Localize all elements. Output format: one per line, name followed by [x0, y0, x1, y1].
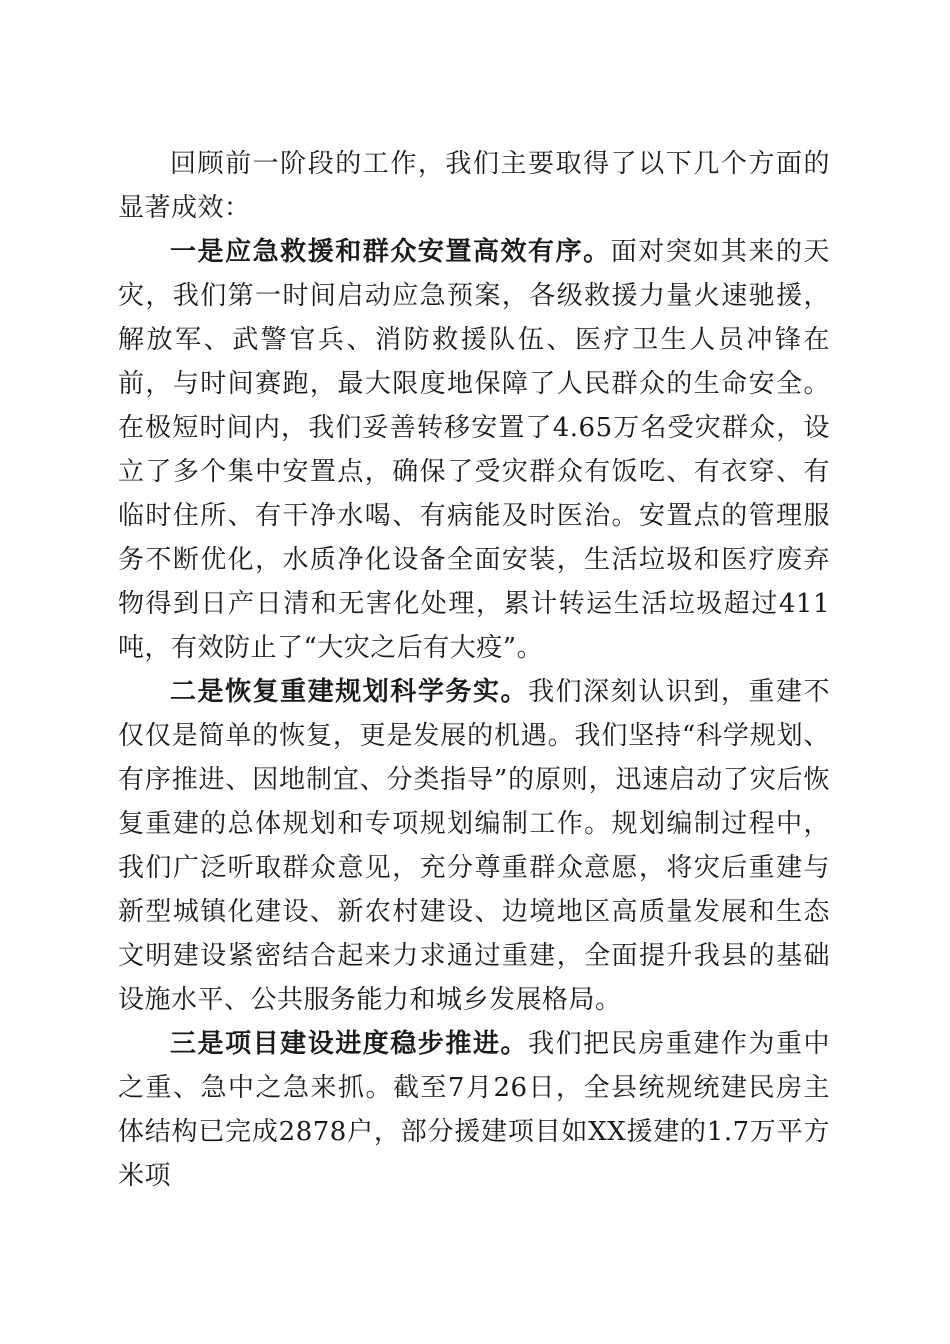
document-body: [118, 142, 830, 1198]
paragraph-body: 面对突如其来的天灾，我们第一时间启动应急预案，各级救援力量火速驰援，解放军、武警官兵、消防救援队伍、医疗卫生人员冲锋在前，与时间赛跑，最大限度地保障了人民群众的生命安全。在极短时间内，我们妥善转移安置了4.65万名受灾群众，设立了多个集中安置点，确保了受灾群众有饭吃、有衣穿、有临时住所、有干净水喝、有病能及时医治。安置点的管理服务不断优化，水质净化设备全面安装，生活垃圾和医疗废弃物得到日产日清和无害化处理，累计转运生活垃圾超过411吨，有效防止了“大灾之后有大疫”。: [118, 237, 830, 663]
paragraph-lead: 二是恢复重建规划科学务实。: [170, 677, 529, 707]
paragraph-lead: 一是应急救援和群众安置高效有序。: [170, 237, 611, 267]
paragraph-reconstruction-planning: [118, 670, 830, 1022]
paragraph-lead: 三是项目建设进度稳步推进。: [170, 1029, 529, 1059]
paragraph-emergency-rescue: [118, 230, 830, 670]
paragraph-intro: [118, 142, 830, 230]
paragraph-body: 我们把民房重建作为重中之重、急中之急来抓。截至7月26日，全县统规统建民房主体结构已完成2878户，部分援建项目如XX援建的1.7万平方米项: [118, 1029, 830, 1191]
paragraph-project-progress: [118, 1022, 830, 1198]
paragraph-body: 回顾前一阶段的工作，我们主要取得了以下几个方面的显著成效：: [118, 149, 830, 223]
paragraph-body: 我们深刻认识到，重建不仅仅是简单的恢复，更是发展的机遇。我们坚持“科学规划、有序推进、因地制宜、分类指导”的原则，迅速启动了灾后恢复重建的总体规划和专项规划编制工作。规划编制过程中，我们广泛听取群众意见，充分尊重群众意愿，将灾后重建与新型城镇化建设、新农村建设、边境地区高质量发展和生态文明建设紧密结合起来力求通过重建，全面提升我县的基础设施水平、公共服务能力和城乡发展格局。: [118, 677, 830, 1015]
